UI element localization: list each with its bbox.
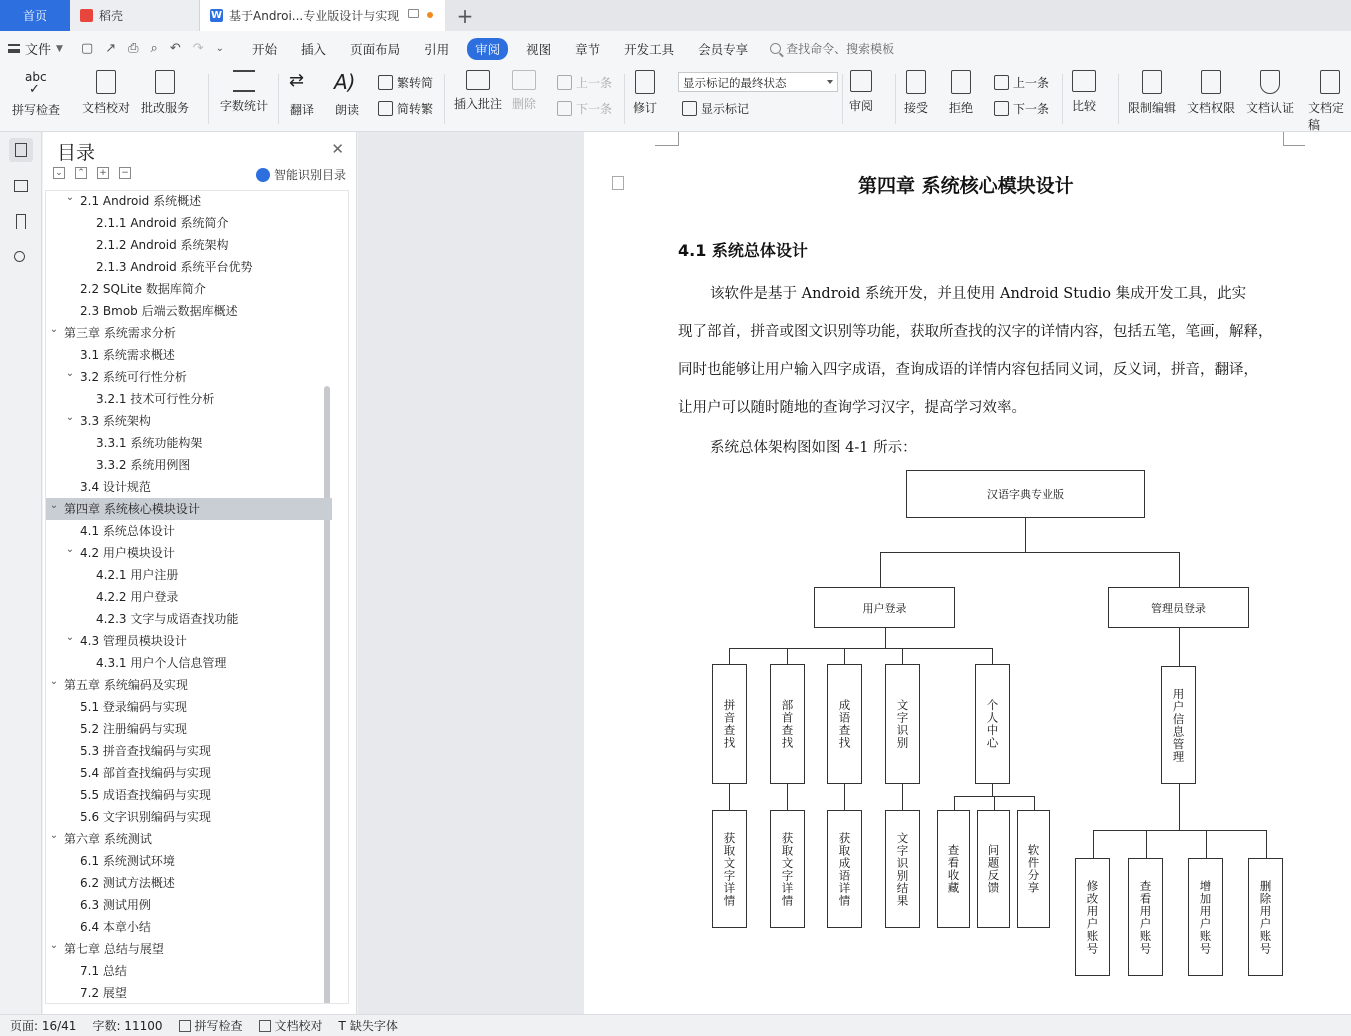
doc-proof-button[interactable] [82, 70, 130, 116]
toc-item[interactable] [46, 256, 332, 278]
add-heading-icon[interactable]: + [97, 167, 109, 179]
revise-button[interactable] [633, 70, 657, 116]
connector-line [844, 648, 845, 664]
toc-item[interactable] [46, 498, 332, 520]
status-spell-check[interactable] [179, 1017, 243, 1034]
toc-item-label: 5.5 成语查找编码与实现 [80, 788, 211, 802]
chevron-down-icon[interactable]: ⌄ [49, 830, 59, 841]
connector-line [880, 552, 1180, 553]
toc-item[interactable] [46, 300, 332, 322]
toc-item[interactable] [46, 366, 332, 388]
bookmark-icon [16, 214, 26, 229]
connector-line [844, 784, 845, 810]
connector-line [902, 648, 903, 664]
tab-bar [0, 0, 1351, 31]
status-font-label: 缺失字体 [349, 1019, 398, 1033]
print-icon[interactable]: ⎙ [128, 41, 139, 56]
revise-label: 修订 [633, 101, 658, 115]
tab-document-label: 基于Androi...专业版设计与实现 [229, 9, 400, 23]
toc-item[interactable] [46, 234, 332, 256]
divider [1118, 74, 1119, 124]
menu-review[interactable]: 审阅 [467, 38, 508, 60]
toc-item[interactable] [46, 674, 332, 696]
chevron-down-icon[interactable]: ⌄ [49, 940, 59, 951]
checkbox-icon [179, 1020, 191, 1032]
diagram-user-func-node: 个人中心 [975, 664, 1010, 784]
toc-item[interactable] [46, 718, 332, 740]
accept-icon [906, 70, 926, 94]
toc-item[interactable] [46, 916, 332, 938]
word-count-button[interactable] [220, 70, 268, 114]
smart-toc-icon [256, 168, 270, 182]
toc-item[interactable] [46, 652, 332, 674]
doc-proof-icon [96, 70, 116, 94]
connector-line [1093, 830, 1094, 858]
toc-icon [15, 143, 27, 157]
diagram-admin-login-node: 管理员登录 [1108, 587, 1249, 628]
chevron-down-icon [827, 80, 833, 84]
toc-item[interactable] [46, 212, 332, 234]
undo-icon[interactable]: ↶ [169, 41, 181, 56]
proof-icon [259, 1020, 271, 1032]
nav-strip [0, 132, 42, 1014]
quick-access [81, 41, 224, 56]
search-icon [14, 251, 25, 262]
toc-item-label: 5.1 登录编码与实现 [80, 700, 187, 714]
search-icon [770, 43, 781, 54]
connector-line [1093, 830, 1267, 831]
smart-toc-label: 智能识别目录 [273, 168, 346, 182]
font-warning-icon: T [338, 1018, 346, 1033]
simp-to-trad-label: 简转繁 [397, 102, 434, 116]
review-pane-icon [850, 70, 872, 92]
prev-comment-label: 上一条 [576, 76, 613, 90]
save-icon[interactable]: ▢ [80, 41, 94, 56]
toc-item-label: 2.1 Android 系统概述 [80, 194, 202, 208]
next-change-icon [994, 101, 1009, 116]
toc-item[interactable] [46, 476, 332, 498]
next-comment-button[interactable] [557, 100, 612, 117]
toc-item[interactable] [46, 850, 332, 872]
chevron-down-icon[interactable]: ⌄ [65, 192, 75, 203]
chevron-down-icon[interactable]: ⌄ [49, 324, 59, 335]
reject-button[interactable] [949, 70, 973, 116]
toc-item[interactable] [46, 190, 332, 212]
toc-nav-button[interactable] [9, 138, 33, 162]
toc-item[interactable] [46, 740, 332, 762]
word-count-label: 字数统计 [220, 99, 269, 113]
read-aloud-icon: A) [334, 70, 356, 94]
connector-line [1146, 830, 1147, 858]
reject-label: 拒绝 [949, 101, 974, 115]
diagram-root-node: 汉语字典专业版 [906, 470, 1145, 518]
translate-label: 翻译 [289, 103, 314, 117]
next-change-button[interactable] [994, 100, 1049, 117]
translate-button[interactable] [289, 70, 315, 118]
preview-icon[interactable]: ⌕ [150, 41, 158, 56]
chevron-down-icon[interactable]: ⌄ [65, 632, 75, 643]
chevron-down-icon[interactable]: ⌄ [65, 544, 75, 555]
delete-comment-icon [512, 70, 536, 90]
toc-item[interactable] [46, 410, 332, 432]
body-paragraph [678, 275, 1288, 427]
connector-line [1034, 796, 1035, 810]
toc-item[interactable] [46, 542, 332, 564]
toc-item[interactable] [46, 388, 332, 410]
ribbon [0, 66, 1351, 132]
tab-daoke[interactable] [70, 0, 200, 31]
prev-change-icon [994, 75, 1009, 90]
word-count-icon [233, 70, 255, 92]
batch-service-icon [155, 70, 175, 94]
toc-item[interactable] [46, 762, 332, 784]
spell-check-icon: abc ✓ [25, 70, 47, 97]
trad-to-simp-icon [378, 75, 393, 90]
status-spell-label: 拼写检查 [194, 1019, 243, 1033]
doc-finalize-label: 文档定稿 [1308, 101, 1345, 132]
toc-list [45, 190, 349, 1004]
comment-icon [466, 70, 490, 90]
connector-line [1179, 784, 1180, 830]
menu-bar [0, 31, 1351, 66]
export-icon[interactable]: ↗ [105, 41, 117, 56]
paragraph-line: 同时也能够让用户输入四字成语，查询成语的详情内容包括同义词，反义词，拼音，翻译， [678, 362, 1258, 378]
toc-item[interactable] [46, 344, 332, 366]
compare-button[interactable] [1072, 70, 1096, 114]
toc-item-label: 5.6 文字识别编码与实现 [80, 810, 211, 824]
next-change-label: 下一条 [1013, 102, 1050, 116]
chevron-down-icon[interactable]: ⌄ [65, 412, 75, 423]
hamburger-icon [8, 44, 20, 53]
chapter-nav-button[interactable] [9, 174, 33, 198]
connector-line [902, 784, 903, 810]
menu-devtools[interactable]: 开发工具 [624, 41, 675, 57]
toc-item-label: 第七章 总结与展望 [64, 942, 164, 956]
toc-item[interactable] [46, 630, 332, 652]
status-bar [0, 1014, 1351, 1036]
daoke-icon [80, 9, 93, 22]
connector-line [992, 784, 993, 796]
toc-item-label: 5.3 拼音查找编码与实现 [80, 744, 211, 758]
architecture-diagram [700, 466, 1300, 986]
diagram-admin-item-node: 增加用户账号 [1188, 858, 1223, 976]
markup-state-select[interactable] [678, 72, 838, 92]
chevron-down-icon: ▼ [56, 43, 63, 54]
toc-item-label: 6.3 测试用例 [80, 898, 151, 912]
toc-item-label: 3.4 设计规范 [80, 480, 151, 494]
toc-item[interactable] [46, 520, 332, 542]
diagram-user-func-node: 成语查找 [827, 664, 862, 784]
menu-member[interactable]: 会员专享 [698, 41, 749, 57]
diagram-detail-node: 获取文字详情 [712, 810, 747, 928]
margin-mark [655, 132, 679, 146]
batch-service-button[interactable] [141, 70, 189, 116]
toc-item[interactable] [46, 608, 332, 630]
toc-item[interactable] [46, 806, 332, 828]
toc-toolbar [53, 167, 131, 179]
spell-check-button[interactable] [12, 70, 60, 118]
simp-to-trad-button[interactable] [378, 100, 433, 117]
doc-certify-label: 文档认证 [1246, 101, 1295, 115]
customize-icon[interactable]: ⌄ [215, 43, 225, 54]
page-indicator[interactable]: 页面: 16/41 [10, 1019, 77, 1033]
connector-line [880, 552, 881, 587]
finalize-icon [1320, 70, 1340, 94]
diagram-admin-func-node: 用户信息管理 [1161, 666, 1196, 784]
menu-chapter[interactable]: 章节 [575, 41, 601, 57]
toc-item[interactable] [46, 828, 332, 850]
diagram-center-node: 问题反馈 [977, 810, 1010, 928]
divider [278, 74, 279, 124]
diagram-admin-item-node: 查看用户账号 [1128, 858, 1163, 976]
delete-comment-label: 删除 [512, 97, 537, 111]
restrict-edit-label: 限制编辑 [1128, 101, 1177, 115]
compare-icon [1072, 70, 1096, 92]
toc-item-label: 3.3.1 系统功能构架 [96, 436, 203, 450]
toc-item[interactable] [46, 278, 332, 300]
connector-line [730, 648, 992, 649]
toc-item[interactable] [46, 894, 332, 916]
command-search-placeholder: 查找命令、搜索模板 [786, 42, 895, 56]
prev-comment-button[interactable] [557, 74, 612, 91]
divider [208, 74, 209, 124]
collapse-all-icon[interactable]: ⌄ [53, 167, 65, 179]
toc-item[interactable] [46, 872, 332, 894]
divider [1062, 74, 1063, 124]
tab-home-label: 首页 [22, 9, 47, 23]
show-markup-button[interactable] [682, 100, 749, 117]
markup-state-value: 显示标记的最终状态 [683, 76, 787, 90]
close-icon[interactable]: ✕ [331, 140, 344, 158]
restrict-edit-button[interactable] [1128, 70, 1176, 116]
toc-item-label: 4.3.1 用户个人信息管理 [96, 656, 227, 670]
toc-item[interactable] [46, 938, 332, 960]
diagram-admin-item-node: 修改用户账号 [1075, 858, 1110, 976]
doc-rights-label: 文档权限 [1187, 101, 1236, 115]
reject-icon [951, 70, 971, 94]
chevron-down-icon[interactable]: ⌄ [65, 368, 75, 379]
connector-line [994, 796, 995, 810]
toc-item-label: 4.3 管理员模块设计 [80, 634, 187, 648]
connector-line [729, 648, 730, 664]
paragraph-line: 让用户可以随时随地的查询学习汉字，提高学习效率。 [678, 400, 1026, 416]
diagram-user-func-node: 文字识别 [885, 664, 920, 784]
connector-line [954, 796, 955, 810]
review-pane-button[interactable] [849, 70, 873, 114]
remove-heading-icon[interactable]: − [119, 167, 131, 179]
toc-item[interactable] [46, 322, 332, 344]
find-nav-button[interactable] [9, 246, 33, 270]
insert-comment-label: 插入批注 [454, 97, 503, 111]
menu-layout[interactable]: 页面布局 [350, 41, 401, 57]
chapter-icon [14, 180, 28, 192]
paragraph-line: 该软件是基于 Android 系统开发，并且使用 Android Studio 集成开发工具，此实 [710, 286, 1247, 302]
doc-proof-label: 文档校对 [82, 101, 131, 115]
command-search[interactable] [770, 40, 894, 57]
toc-item-label: 2.1.1 Android 系统简介 [96, 216, 229, 230]
chevron-down-icon[interactable]: ⌄ [49, 676, 59, 687]
toc-item-label: 6.1 系统测试环境 [80, 854, 175, 868]
toc-item-label: 2.2 SQLite 数据库简介 [80, 282, 206, 296]
toc-item-label: 4.2.3 文字与成语查找功能 [96, 612, 239, 626]
prev-change-label: 上一条 [1013, 76, 1050, 90]
diagram-admin-item-node: 删除用户账号 [1248, 858, 1283, 976]
diagram-detail-node: 获取文字详情 [770, 810, 805, 928]
simp-to-trad-icon [378, 101, 393, 116]
connector-line [1266, 830, 1267, 858]
connector-line [787, 648, 788, 664]
toc-item-label: 3.2.1 技术可行性分析 [96, 392, 215, 406]
tab-document[interactable] [200, 0, 445, 31]
toc-item[interactable] [46, 696, 332, 718]
toc-item-label: 3.3 系统架构 [80, 414, 151, 428]
toc-item-label: 2.1.2 Android 系统架构 [96, 238, 229, 252]
connector-line [992, 648, 993, 664]
doc-rights-icon [1201, 70, 1221, 94]
tab-home[interactable] [0, 0, 70, 31]
prev-comment-icon [557, 75, 572, 90]
connector-line [729, 784, 730, 810]
show-markup-icon [682, 101, 697, 116]
connector-line [1206, 830, 1207, 858]
toc-item[interactable] [46, 454, 332, 476]
toc-item-label: 2.1.3 Android 系统平台优势 [96, 260, 253, 274]
accept-label: 接受 [904, 101, 929, 115]
toc-item[interactable] [46, 432, 332, 454]
menu-start[interactable]: 开始 [252, 41, 278, 57]
menu-reference[interactable]: 引用 [424, 41, 450, 57]
status-missing-font[interactable] [339, 1017, 398, 1034]
shield-icon [1260, 70, 1280, 94]
toc-panel [43, 132, 357, 1014]
diagram-user-func-node: 拼音查找 [712, 664, 747, 784]
next-comment-label: 下一条 [576, 102, 613, 116]
toc-item-label: 5.2 注册编码与实现 [80, 722, 187, 736]
expand-up-icon[interactable]: ⌃ [75, 167, 87, 179]
status-proof-label: 文档校对 [274, 1019, 323, 1033]
revise-icon [635, 70, 655, 94]
monitor-icon[interactable] [408, 9, 419, 18]
connector-line [885, 628, 886, 648]
connector-line [1179, 552, 1180, 587]
read-aloud-button[interactable] [334, 70, 360, 118]
diagram-detail-node: 获取成语详情 [827, 810, 862, 928]
abc-glyph: abc [25, 70, 47, 84]
connector-line [1025, 518, 1026, 552]
file-menu-label: 文件 [25, 43, 52, 58]
toc-item[interactable] [46, 586, 332, 608]
writer-icon: W [210, 10, 223, 21]
toc-item-label: 4.2.1 用户注册 [96, 568, 179, 582]
bookmark-nav-button[interactable] [9, 210, 33, 234]
toc-item[interactable] [46, 982, 332, 1004]
trad-to-simp-button[interactable] [378, 74, 433, 91]
figure-caption-paragraph: 系统总体架构图如图 4-1 所示： [710, 440, 917, 456]
paragraph-line: 现了部首，拼音或图文识别等功能，获取所查找的汉字的详情内容，包括五笔，笔画，解释， [678, 324, 1273, 340]
read-aloud-label: 朗读 [334, 103, 359, 117]
prev-change-button[interactable] [994, 74, 1049, 91]
toc-item-label: 3.1 系统需求概述 [80, 348, 175, 362]
accept-button[interactable] [904, 70, 928, 116]
connector-line [787, 784, 788, 810]
next-comment-icon [557, 101, 572, 116]
compare-label: 比较 [1072, 99, 1097, 113]
toc-item-label: 5.4 部首查找编码与实现 [80, 766, 211, 780]
diagram-center-node: 查看收藏 [937, 810, 970, 928]
section-heading: 4.1 系统总体设计 [678, 241, 808, 260]
trad-to-simp-label: 繁转简 [397, 76, 434, 90]
chapter-heading: 第四章 系统核心模块设计 [858, 175, 1074, 197]
redo-icon[interactable]: ↷ [192, 41, 204, 56]
batch-service-label: 批改服务 [141, 101, 190, 115]
tab-daoke-label: 稻壳 [99, 9, 124, 23]
show-markup-label: 显示标记 [701, 102, 750, 116]
toc-item-label: 2.3 Bmob 后端云数据库概述 [80, 304, 238, 318]
toc-item-label: 第五章 系统编码及实现 [64, 678, 188, 692]
toc-title: 目录 [57, 142, 96, 164]
toc-item-label: 6.4 本章小结 [80, 920, 151, 934]
toc-item-label: 3.2 系统可行性分析 [80, 370, 187, 384]
smart-toc-button[interactable] [256, 166, 346, 183]
diagram-detail-node: 文字识别结果 [885, 810, 920, 928]
margin-mark [1283, 132, 1305, 146]
spell-check-label: 拼写检查 [12, 103, 61, 117]
toc-item-label: 4.1 系统总体设计 [80, 524, 175, 538]
lock-icon [1142, 70, 1162, 94]
toc-item-label: 7.1 总结 [80, 964, 127, 978]
toc-item-label: 3.3.2 系统用例图 [96, 458, 191, 472]
menu-view[interactable]: 视图 [526, 41, 552, 57]
divider [895, 74, 896, 124]
translate-icon: ⇄ [289, 70, 305, 91]
chevron-down-icon[interactable]: ⌄ [49, 500, 59, 511]
toc-item-label: 第三章 系统需求分析 [64, 326, 176, 340]
toc-item-label: 7.2 展望 [80, 986, 127, 1000]
unsaved-dot-icon [427, 12, 433, 18]
delete-comment-button[interactable] [512, 70, 536, 112]
toc-item[interactable] [46, 960, 332, 982]
doc-finalize-button[interactable] [1308, 70, 1351, 133]
doc-certify-button[interactable] [1246, 70, 1294, 116]
diagram-user-func-node: 部首查找 [770, 664, 805, 784]
toc-item-label: 4.2.2 用户登录 [96, 590, 179, 604]
diagram-center-node: 软件分享 [1017, 810, 1050, 928]
status-doc-proof[interactable] [259, 1017, 323, 1034]
connector-line [1179, 628, 1180, 666]
page-options-icon[interactable] [612, 176, 624, 190]
toc-item-label: 4.2 用户模块设计 [80, 546, 175, 560]
new-tab-button[interactable]: + [456, 3, 474, 28]
toc-item-label: 第六章 系统测试 [64, 832, 152, 846]
divider [444, 74, 445, 124]
toc-item[interactable] [46, 784, 332, 806]
review-pane-label: 审阅 [849, 99, 874, 113]
toc-item-label: 6.2 测试方法概述 [80, 876, 175, 890]
divider [842, 74, 843, 124]
file-menu[interactable] [8, 39, 63, 58]
toc-item-label: 第四章 系统核心模块设计 [64, 502, 200, 516]
doc-rights-button[interactable] [1187, 70, 1235, 116]
word-count-indicator[interactable]: 字数: 11100 [92, 1019, 163, 1033]
diagram-user-login-node: 用户登录 [814, 587, 955, 628]
toc-item[interactable] [46, 564, 332, 586]
insert-comment-button[interactable] [454, 70, 502, 112]
menu-insert[interactable]: 插入 [301, 41, 327, 57]
divider [624, 74, 625, 124]
